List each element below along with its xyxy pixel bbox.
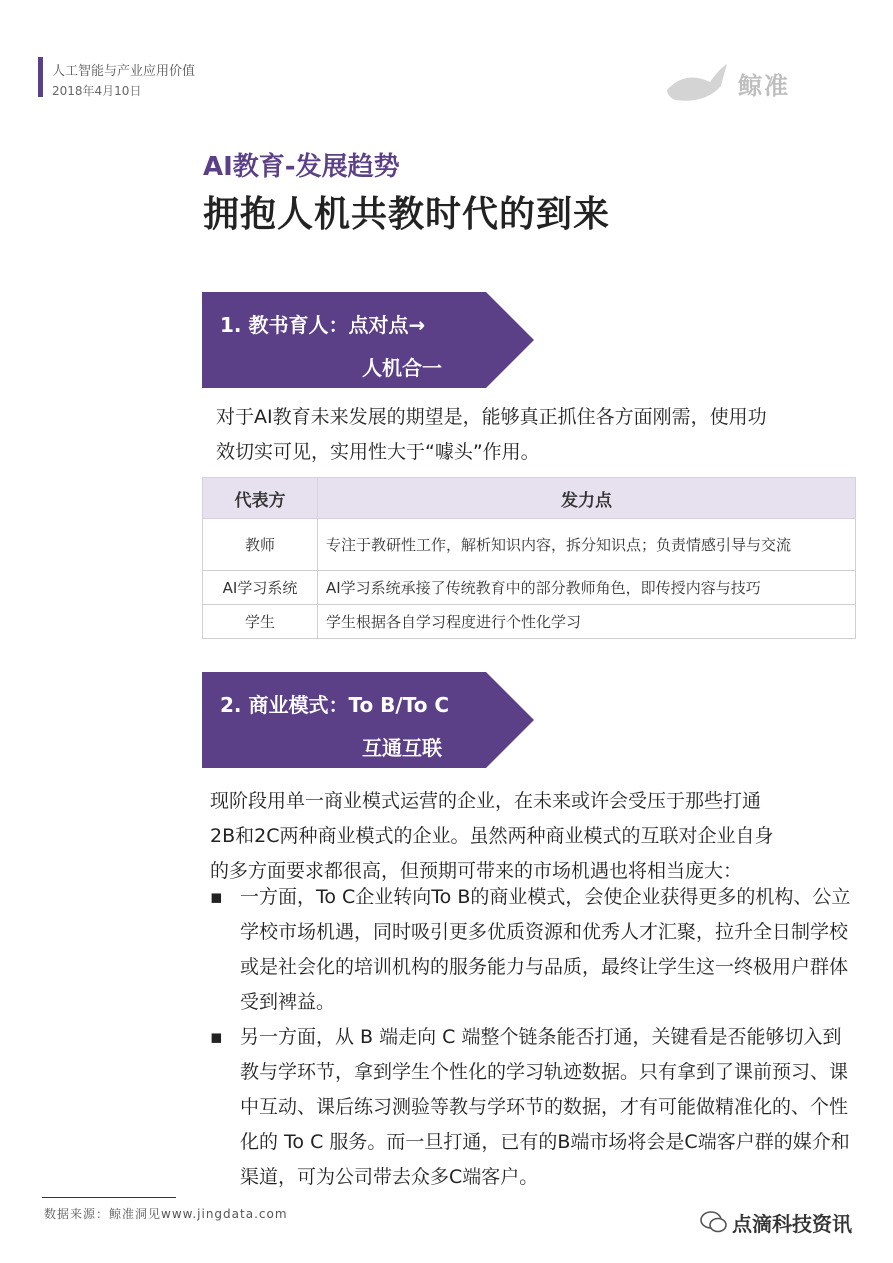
section1-title-line1: 1. 教书育人：点对点→ (220, 313, 426, 337)
header-accent-bar (38, 57, 43, 97)
list-item (210, 880, 860, 1020)
bullet-text: 一方面，To C企业转向To B的商业模式，会使企业获得更多的机构、公立学校市场机遇，同时吸引更多优质资源和优秀人才汇聚，拉升全日制学校或是社会化的培训机构的服务能力与品质，最终让学生这一终极用户群体受到裨益。 (240, 886, 851, 1013)
section2-title-line2: 互通互联 (362, 736, 442, 760)
logo-text: 鲸准 (738, 72, 790, 100)
paragraph-line: 2B和2C两种商业模式的企业。虽然两种商业模式的互联对企业自身 (210, 825, 774, 847)
wechat-icon (700, 1210, 728, 1234)
table-cell-party: 学生 (203, 605, 318, 639)
list-item (210, 1020, 860, 1195)
table-row (203, 519, 856, 571)
page-title: 拥抱人机共教时代的到来 (203, 194, 611, 235)
intro-line: 对于AI教育未来发展的期望是，能够真正抓住各方面刚需，使用功 (216, 406, 767, 428)
paragraph-line: 现阶段用单一商业模式运营的企业，在未来或许会受压于那些打通 (210, 790, 762, 812)
section1-title-line2: 人机合一 (362, 356, 442, 380)
bullet-text: 另一方面，从 B 端走向 C 端整个链条能否打通，关键看是否能够切入到教与学环节，拿到学生个性化的学习轨迹数据。只有拿到了课前预习、课中互动、课后练习测验等教与学环节的数据，才有可能做精准化的、个性化的 To C 服务。而一旦打通，已有的B端市场将会是C端客户群的媒介和渠道，可为公司带去众多C端客户。 (240, 1026, 850, 1188)
table-row (203, 605, 856, 639)
section1-banner (202, 292, 502, 388)
header-date: 2018年4月10日 (52, 84, 142, 98)
table-cell-party: AI学习系统 (203, 571, 318, 605)
table-cell-focus: 学生根据各自学习程度进行个性化学习 (318, 605, 856, 639)
table-header-party: 代表方 (203, 478, 318, 519)
section2-title-line1: 2. 商业模式：To B/To C (220, 693, 450, 717)
header-report-title: 人工智能与产业应用价值 (52, 64, 196, 79)
intro-line: 效切实可见，实用性大于“噱头”作用。 (216, 441, 540, 463)
business-model-paragraph (210, 784, 870, 889)
bullet-marker: ▪ (210, 886, 223, 908)
table-cell-focus: 专注于教研性工作，解析知识内容，拆分知识点；负责情感引导与交流 (318, 519, 856, 571)
table-header-focus: 发力点 (318, 478, 856, 519)
section2-banner (202, 672, 502, 768)
footer-divider (42, 1197, 176, 1198)
wechat-account-name: 点滴科技资讯 (732, 1212, 852, 1236)
bullet-list (210, 880, 860, 1195)
intro-paragraph (216, 400, 866, 470)
table-cell-party: 教师 (203, 519, 318, 571)
section-subtitle: AI教育-发展趋势 (203, 152, 400, 182)
paragraph-line: 的多方面要求都很高，但预期可带来的市场机遇也将相当庞大： (210, 860, 743, 882)
bullet-marker: ▪ (210, 1026, 223, 1048)
table-cell-focus: AI学习系统承接了传统教育中的部分教师角色，即传授内容与技巧 (318, 571, 856, 605)
table-row (203, 571, 856, 605)
roles-table (202, 477, 856, 639)
footer-source: 数据来源：鲸准洞见www.jingdata.com (44, 1207, 288, 1221)
